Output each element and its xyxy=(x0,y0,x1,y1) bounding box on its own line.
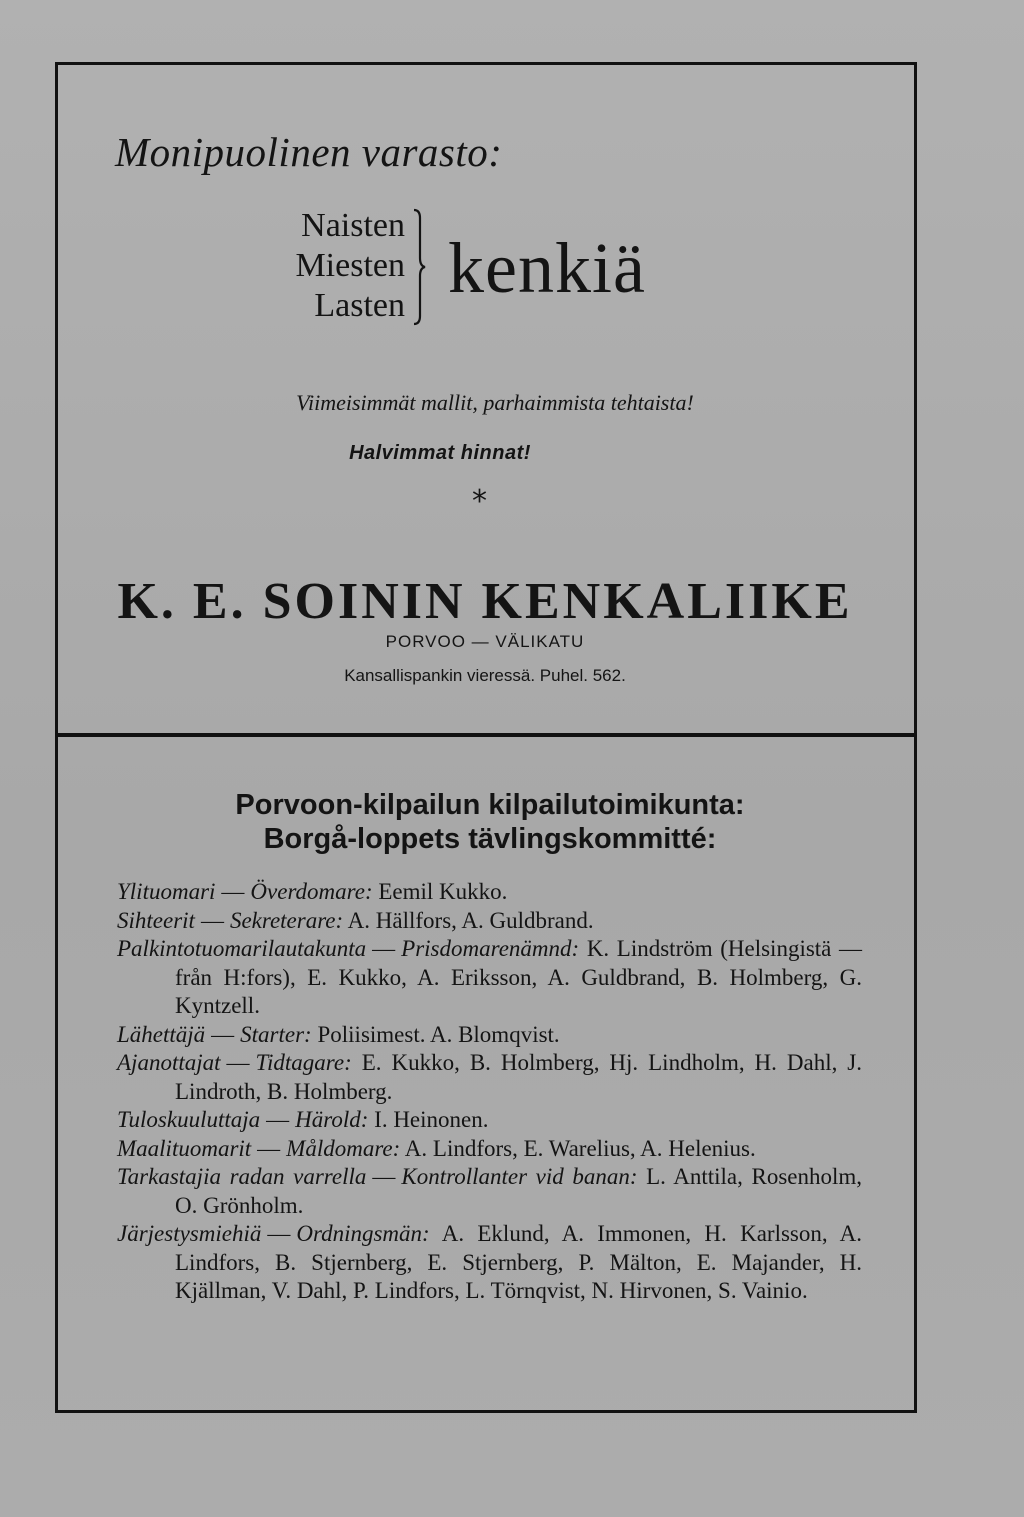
role-fi: Maalituomarit xyxy=(117,1135,252,1161)
role-sv: Ordningsmän: xyxy=(296,1221,430,1246)
committee-title-fi: Porvoon-kilpailun kilpailutoimikunta: xyxy=(235,789,745,821)
role-sv: Måldomare: xyxy=(286,1135,401,1161)
list-item: Ajanottajat — Tidtagare: E. Kukko, B. Holmberg, Hj. Lindholm, H. Dahl, J. Lindroth, B. Holmberg. xyxy=(117,1050,862,1104)
role-fi: Ajanottajat xyxy=(117,1050,221,1075)
committee-title-sv: Borgå-loppets tävlingskommitté: xyxy=(263,823,717,855)
role-fi: Palkintotuomarilautakunta xyxy=(117,936,367,961)
member-names: E. Kukko, B. Holmberg, Hj. Lindholm, H. Dahl, J. Lindroth, B. Holmberg. xyxy=(175,1050,862,1104)
role-sv: Kontrollanter vid banan: xyxy=(401,1164,638,1189)
list-item: Järjestysmiehiä — Ordningsmän: A. Eklund, A. Immonen, H. Karlsson, A. Lindfors, B. Stjernberg, E. Stjernberg, P. Mälton, E. Majander, H. Kjällman, V. Dahl, P. Lindfors, L. Törnqvist, N. Hirvonen, S. Vainio. xyxy=(117,1221,862,1303)
role-sv: Tidtagare: xyxy=(255,1050,352,1075)
role-sv: Överdomare: xyxy=(250,879,373,904)
committee-members xyxy=(117,878,862,1306)
member-names: Poliisimest. A. Blomqvist. xyxy=(317,1021,560,1047)
role-fi: Tarkastajia radan varrella xyxy=(117,1164,367,1189)
role-sv: Prisdomarenämnd: xyxy=(401,936,580,961)
member-names: K. Lindström (Helsingistä — från H:fors), E. Kukko, A. Eriksson, A. Guldbrand, B. Holmberg, G. Kyntzell. xyxy=(175,936,863,1018)
role-fi: Ylituomari xyxy=(117,879,216,904)
committee-title xyxy=(0,788,980,856)
price-line: Halvimmat hinnat! xyxy=(349,442,531,464)
member-names: A. Hällfors, A. Guldbrand. xyxy=(347,907,594,933)
category-women: Naisten xyxy=(301,207,405,244)
member-names: A. Eklund, A. Immonen, H. Karlsson, A. Lindfors, B. Stjernberg, E. Stjernberg, P. Mälton, E. Majander, H. Kjällman, V. Dahl, P. Lindfors, L. Törnqvist, N. Hirvonen, S. Vainio. xyxy=(175,1221,862,1303)
shop-name: K. E. SOININ KENKALIIKE xyxy=(117,573,853,630)
role-fi: Tuloskuuluttaja xyxy=(117,1107,261,1132)
list-item: Sihteerit — Sekreterare: A. Hällfors, A. Guldbrand. xyxy=(117,907,594,933)
ad-tagline: Viimeisimmät mallit, parhaimmista tehtaista! xyxy=(296,390,694,415)
ad-headline: Monipuolinen varasto: xyxy=(115,129,503,175)
list-item: Lähettäjä — Starter: Poliisimest. A. Blomqvist. xyxy=(117,1021,560,1047)
list-item: Maalituomarit — Måldomare: A. Lindfors, E. Warelius, A. Helenius. xyxy=(117,1135,756,1161)
star-icon: * xyxy=(472,484,487,519)
product-word: kenkiä xyxy=(448,228,646,308)
role-sv: Härold: xyxy=(295,1107,369,1132)
list-item: Palkintotuomarilautakunta — Prisdomarenämnd: K. Lindström (Helsingistä — från H:fors), E. Kukko, A. Eriksson, A. Guldbrand, B. Holmberg, G. Kyntzell. xyxy=(117,936,863,1018)
category-children: Lasten xyxy=(314,287,405,324)
shop-address: PORVOO — VÄLIKATU xyxy=(385,632,585,651)
list-item: Tarkastajia radan varrella — Kontrollanter vid banan: L. Anttila, Rosenholm, O. Grönholm. xyxy=(117,1164,863,1218)
member-names: Eemil Kukko. xyxy=(378,879,508,904)
role-fi: Järjestysmiehiä xyxy=(117,1221,262,1246)
role-sv: Sekreterare: xyxy=(229,907,344,933)
member-names: I. Heinonen. xyxy=(374,1107,489,1132)
shop-contact: Kansallispankin vieressä. Puhel. 562. xyxy=(344,666,626,685)
member-names: A. Lindfors, E. Warelius, A. Helenius. xyxy=(404,1135,756,1161)
list-item: Tuloskuuluttaja — Härold: I. Heinonen. xyxy=(117,1107,489,1132)
role-sv: Starter: xyxy=(240,1021,312,1047)
brace-icon xyxy=(412,208,426,326)
section-divider xyxy=(55,733,917,737)
category-men: Miesten xyxy=(295,247,405,284)
list-item: Ylituomari — Överdomare: Eemil Kukko. xyxy=(117,879,508,904)
shoe-categories xyxy=(255,206,405,326)
member-names: L. Anttila, Rosenholm, O. Grönholm. xyxy=(175,1164,863,1218)
role-fi: Lähettäjä xyxy=(117,1021,206,1047)
role-fi: Sihteerit xyxy=(117,907,195,933)
